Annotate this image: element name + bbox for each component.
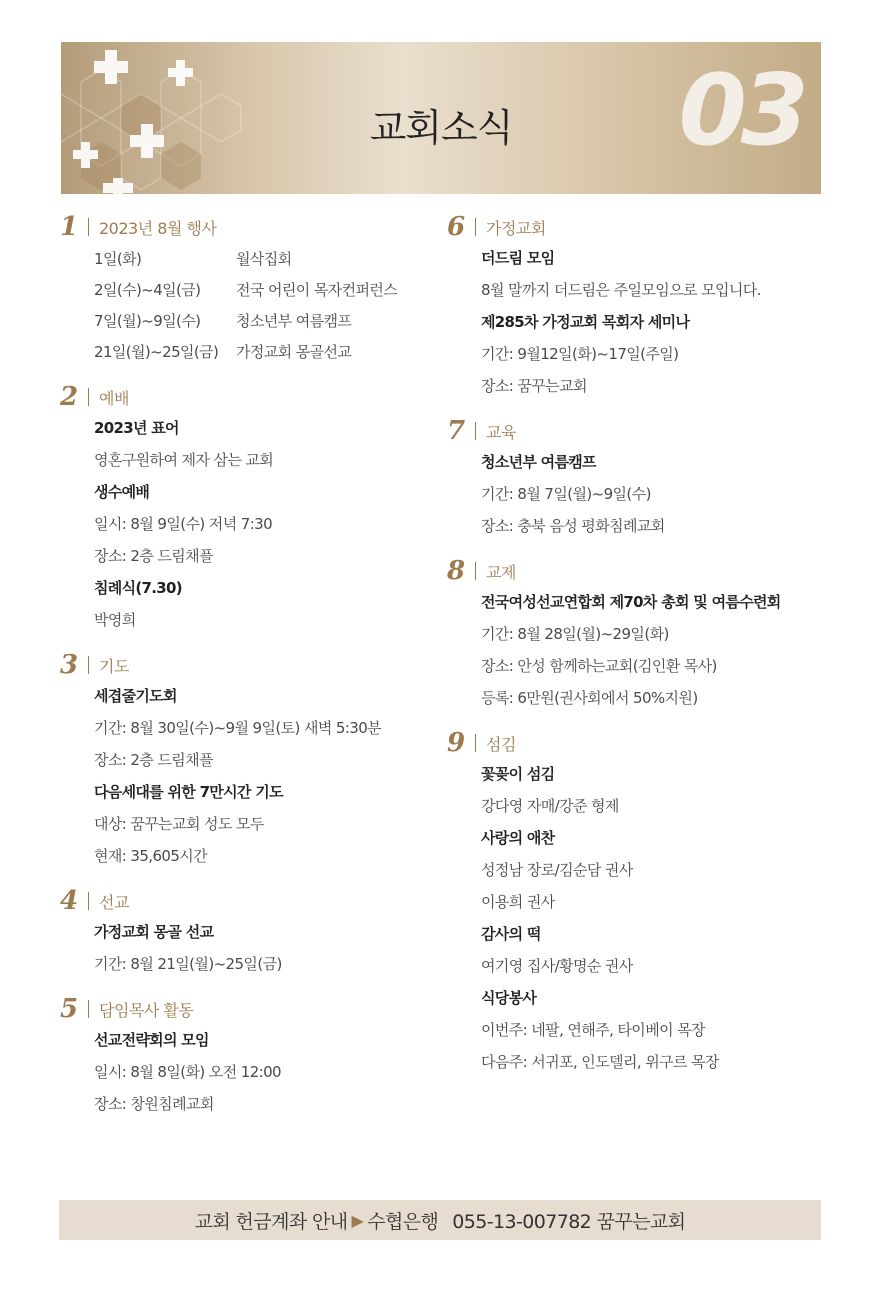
item-heading: 다음세대를 위한 7만시간 기도 [94, 783, 283, 801]
left-column [60, 212, 430, 1134]
section-title: 담임목사 활동 [99, 1000, 194, 1020]
item-heading: 2023년 표어 [94, 419, 179, 437]
item-text: 이번주: 네팔, 연해주, 타이베이 목장 [481, 1021, 705, 1039]
offering-account-footer [59, 1200, 821, 1240]
footer-bank: 수협은행 [367, 1210, 439, 1233]
page-number: 03 [678, 54, 803, 168]
item-text: 장소: 꿈꾸는교회 [481, 377, 587, 395]
section-header [60, 994, 430, 1024]
divider [88, 218, 89, 236]
item-text: 기간: 8월 28일(월)~29일(화) [481, 625, 669, 643]
divider [88, 892, 89, 910]
item-text: 기간: 9월12일(화)~17일(주일) [481, 345, 679, 363]
section-number: 4 [60, 886, 79, 916]
section-header [60, 212, 430, 242]
section-number: 2 [60, 382, 79, 412]
section-events [60, 212, 430, 368]
schedule-date: 2일(수)~4일(금) [94, 281, 201, 299]
item-text: 성정남 장로/김순담 권사 [481, 861, 633, 879]
item-heading: 제285차 가정교회 목회자 세미나 [481, 313, 690, 331]
item-text: 기간: 8월 21일(월)~25일(금) [94, 955, 282, 973]
item-text: 일시: 8월 9일(수) 저녁 7:30 [94, 515, 273, 533]
schedule-date: 21일(월)~25일(금) [94, 343, 219, 361]
schedule-row [94, 306, 430, 337]
section-house-church [447, 212, 837, 402]
section-header [60, 650, 430, 680]
section-title: 교육 [486, 422, 516, 442]
item-text: 이용희 권사 [481, 893, 555, 911]
item-text: 장소: 충북 음성 평화침례교회 [481, 517, 665, 535]
item-text: 등록: 6만원(권사회에서 50%지원) [481, 689, 698, 707]
schedule-row [94, 337, 430, 368]
item-heading: 청소년부 여름캠프 [481, 453, 596, 471]
item-text: 박영희 [94, 611, 136, 629]
arrow-right-icon: ▶ [351, 1210, 364, 1230]
section-worship [60, 382, 430, 636]
item-text: 장소: 2층 드림채플 [94, 751, 213, 769]
section-title: 가정교회 [486, 218, 546, 238]
item-heading: 식당봉사 [481, 989, 537, 1007]
item-text: 현재: 35,605시간 [94, 847, 208, 865]
header-banner [61, 42, 821, 194]
section-header [447, 416, 837, 446]
item-text: 여기영 집사/황명순 권사 [481, 957, 633, 975]
section-fellowship [447, 556, 837, 714]
section-title: 2023년 8월 행사 [99, 218, 217, 238]
schedule-date: 1일(화) [94, 250, 142, 268]
section-header [447, 212, 837, 242]
divider [475, 562, 476, 580]
right-column [447, 212, 837, 1092]
schedule-event: 전국 어린이 목자컨퍼런스 [236, 281, 398, 299]
item-heading: 생수예배 [94, 483, 150, 501]
section-education [447, 416, 837, 542]
section-number: 9 [447, 728, 466, 758]
section-header [447, 556, 837, 586]
item-text: 일시: 8월 8일(화) 오전 12:00 [94, 1063, 281, 1081]
divider [88, 656, 89, 674]
section-header [60, 886, 430, 916]
item-text: 장소: 2층 드림채플 [94, 547, 213, 565]
item-heading: 침례식(7.30) [94, 579, 182, 597]
section-number: 5 [60, 994, 79, 1024]
item-heading: 가정교회 몽골 선교 [94, 923, 214, 941]
divider [475, 734, 476, 752]
footer-account-number: 055-13-007782 꿈꾸는교회 [452, 1210, 686, 1233]
schedule-row [94, 275, 430, 306]
item-text: 8월 말까지 더드림은 주일모임으로 모입니다. [481, 281, 761, 299]
item-text: 강다영 자매/강준 형제 [481, 797, 619, 815]
section-title: 섬김 [486, 734, 516, 754]
section-service [447, 728, 837, 1078]
item-heading: 세겹줄기도회 [94, 687, 177, 705]
divider [88, 388, 89, 406]
schedule-event: 가정교회 몽골선교 [236, 343, 352, 361]
item-heading: 사랑의 애찬 [481, 829, 555, 847]
schedule-event: 청소년부 여름캠프 [236, 312, 352, 330]
item-text: 영혼구원하여 제자 삼는 교회 [94, 451, 274, 469]
section-number: 8 [447, 556, 466, 586]
section-title: 기도 [99, 656, 129, 676]
section-mission [60, 886, 430, 980]
section-prayer [60, 650, 430, 872]
section-number: 3 [60, 650, 79, 680]
item-text: 대상: 꿈꾸는교회 성도 모두 [94, 815, 264, 833]
schedule-event: 월삭집회 [236, 250, 292, 268]
item-heading: 더드림 모임 [481, 249, 555, 267]
item-text: 장소: 안성 함께하는교회(김인환 목사) [481, 657, 717, 675]
section-number: 7 [447, 416, 466, 446]
section-title: 예배 [99, 388, 129, 408]
item-text: 기간: 8월 30일(수)~9월 9일(토) 새벽 5:30분 [94, 719, 382, 737]
divider [88, 1000, 89, 1018]
item-heading: 꽃꽂이 섬김 [481, 765, 555, 783]
item-text: 다음주: 서귀포, 인도델리, 위구르 목장 [481, 1053, 719, 1071]
divider [475, 422, 476, 440]
section-header [447, 728, 837, 758]
item-text: 장소: 창원침례교회 [94, 1095, 214, 1113]
item-heading: 전국여성선교연합회 제70차 총회 및 여름수련회 [481, 593, 781, 611]
schedule-row [94, 244, 430, 275]
section-number: 6 [447, 212, 466, 242]
divider [475, 218, 476, 236]
item-heading: 감사의 떡 [481, 925, 541, 943]
item-text: 기간: 8월 7일(월)~9일(수) [481, 485, 651, 503]
section-header [60, 382, 430, 412]
footer-label: 교회 헌금계좌 안내 [194, 1210, 348, 1233]
section-pastor-activity [60, 994, 430, 1120]
page-title: 교회소식 [369, 106, 513, 150]
section-title: 선교 [99, 892, 129, 912]
section-title: 교제 [486, 562, 516, 582]
section-number: 1 [60, 212, 79, 242]
schedule-date: 7일(월)~9일(수) [94, 312, 201, 330]
item-heading: 선교전략회의 모임 [94, 1031, 209, 1049]
